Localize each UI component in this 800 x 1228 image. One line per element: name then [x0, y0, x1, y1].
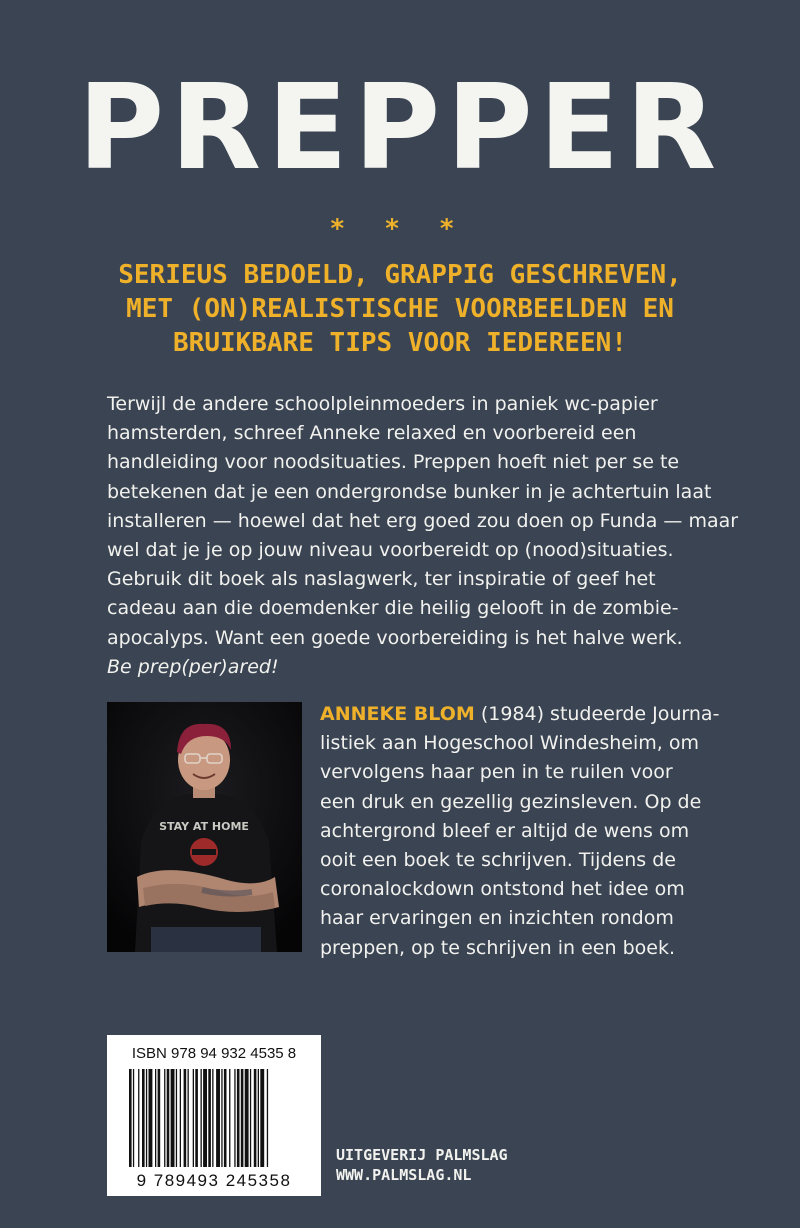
isbn-digits: 9 789493 245358 — [136, 1171, 292, 1190]
decorative-stars: * * * — [330, 214, 470, 244]
barcode-bar — [195, 1069, 198, 1167]
barcode-bar — [254, 1069, 257, 1167]
isbn-barcode — [107, 1035, 321, 1196]
blurb-closing: Be prep(per)ared! — [107, 655, 279, 678]
bio-line: coronalockdown ontstond het idee om — [320, 878, 685, 901]
bio-line: haar ervaringen en inzichten rondom — [320, 907, 674, 930]
publisher-url: WWW.PALMSLAG.NL — [336, 1166, 472, 1184]
barcode-bar — [260, 1069, 264, 1167]
barcode-bar — [138, 1069, 139, 1167]
barcode-bar — [203, 1069, 207, 1167]
barcode-bar — [158, 1069, 161, 1167]
blurb-line: Gebruik dit boek als naslagwerk, ter inspiratie of geef het — [107, 568, 656, 591]
barcode-bar — [164, 1069, 165, 1167]
author-photo — [107, 702, 302, 952]
barcode-bar — [193, 1069, 194, 1167]
barcode-bar — [129, 1069, 132, 1167]
bio-line: vervolgens haar pen in te ruilen voor — [320, 761, 673, 784]
barcode-bar — [216, 1069, 220, 1167]
barcode-bar — [133, 1069, 134, 1167]
barcode-bar — [258, 1069, 259, 1167]
barcode-bar — [234, 1069, 235, 1167]
barcode-bar — [188, 1069, 189, 1167]
blurb-text — [107, 390, 739, 682]
blurb-line: hamsterden, schreef Anneke relaxed en voorbereid een — [107, 422, 637, 445]
barcode-bar — [149, 1069, 153, 1167]
blurb-line: betekenen dat je een ondergrondse bunker in je achtertuin laat — [107, 480, 712, 503]
barcode-bar — [167, 1069, 170, 1167]
barcode-bar — [171, 1069, 175, 1167]
blurb-line: Terwijl de andere schoolpleinmoeders in paniek wc-papier — [107, 393, 658, 415]
barcode-bar — [212, 1069, 213, 1167]
barcode-bar — [245, 1069, 249, 1167]
isbn-label: ISBN 978 94 932 4535 8 — [131, 1045, 297, 1062]
barcode-bar — [229, 1069, 230, 1167]
barcode-bar — [241, 1069, 244, 1167]
barcode-bar — [146, 1069, 147, 1167]
tagline-line: BRUIKBARE TIPS VOOR IEDEREEN! — [173, 328, 627, 358]
barcode-bar — [267, 1069, 268, 1167]
book-title: PREPPER — [77, 58, 723, 196]
barcode-bar — [208, 1069, 211, 1167]
blurb-line: wel dat je je op jouw niveau voorbereidt op (nood)situaties. — [107, 539, 674, 562]
blurb-line: installeren — hoewel dat het erg goed zou doen op Funda — maar — [107, 509, 739, 532]
barcode-bar — [201, 1069, 202, 1167]
tagline-line: MET (ON)REALISTISCHE VOORBEELDEN EN — [126, 294, 674, 324]
publisher-info — [336, 1145, 508, 1185]
barcode-bar — [221, 1069, 222, 1167]
barcode-bar — [224, 1069, 227, 1167]
bio-line: ooit een boek te schrijven. Tijdens de — [320, 849, 676, 872]
tagline-line: SERIEUS BEDOELD, GRAPPIG GESCHREVEN, — [118, 260, 682, 290]
author-bio — [320, 700, 720, 963]
blurb-line: apocalyps. Want een goede voorbereiding is het halve werk. — [107, 626, 683, 649]
shirt-print-text: STAY AT HOME — [159, 820, 249, 833]
tagline — [60, 258, 740, 360]
bio-line: achtergrond bleef er altijd de wens om — [320, 819, 690, 842]
bio-line: een druk en gezellig gezinsleven. Op de — [320, 790, 702, 813]
author-portrait-illustration — [107, 702, 302, 952]
publisher-name: UITGEVERIJ PALMSLAG — [336, 1146, 508, 1164]
bio-line: listiek aan Hogeschool Windesheim, om — [320, 732, 699, 755]
bio-line: preppen, op te schrijven in een boek. — [320, 936, 675, 959]
bio-line: (1984) studeerde Journa- — [474, 703, 720, 725]
blurb-line: handleiding voor noodsituaties. Preppen hoeft niet per se te — [107, 451, 680, 474]
author-name: ANNEKE BLOM — [320, 703, 475, 725]
barcode-bar — [180, 1069, 181, 1167]
barcode-bar — [237, 1069, 240, 1167]
blurb-line: cadeau aan die doemdenker die heilig gelooft in de zombie- — [107, 597, 679, 620]
barcode-bar — [250, 1069, 251, 1167]
barcode-bar — [184, 1069, 187, 1167]
barcode-bar — [142, 1069, 145, 1167]
barcode-bar — [176, 1069, 177, 1167]
barcode-bar — [155, 1069, 156, 1167]
